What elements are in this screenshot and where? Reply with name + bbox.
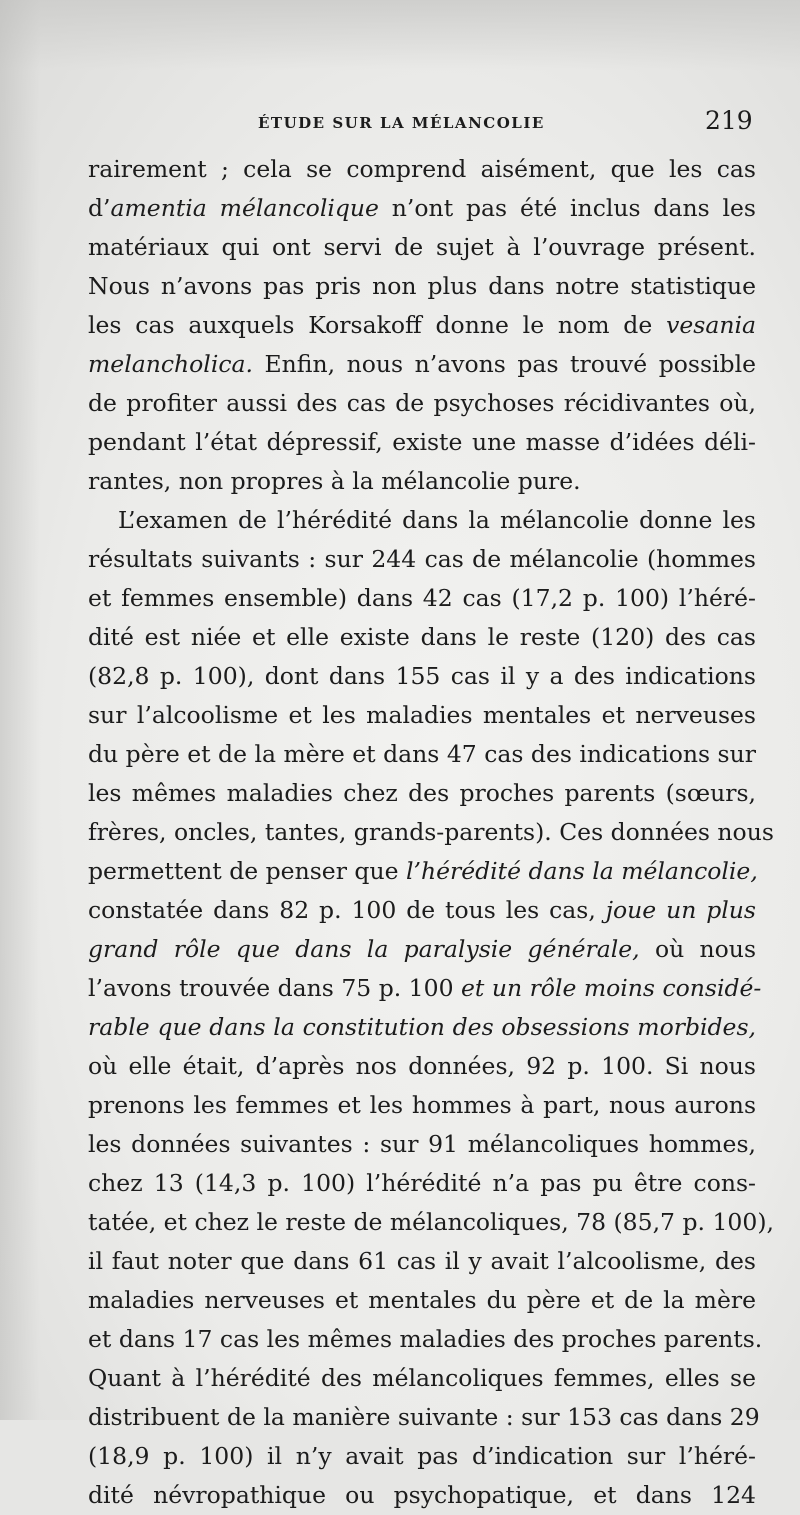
page-number: 219 xyxy=(705,106,753,135)
text-line: sur l’alcoolisme et les maladies mentales et nerveuses xyxy=(88,701,756,729)
text-line: et dans 17 cas les mêmes maladies des proches parents. xyxy=(88,1325,763,1353)
text-line: (18,9 p. 100) il n’y avait pas d’indication sur l’héré- xyxy=(88,1442,756,1470)
text-line xyxy=(88,891,756,930)
text-line: où elle était, d’après nos données, 92 p. 100. Si nous xyxy=(88,1052,756,1080)
text-run: où nous xyxy=(639,935,757,963)
text-run: les cas auxquels Korsakoff donne le nom de xyxy=(88,311,667,339)
text-line: dité névropathique ou psychopatique, et dans 124 xyxy=(88,1481,756,1509)
text-line: L’examen de l’hérédité dans la mélancolie donne les xyxy=(118,506,756,534)
text-line: Nous n’avons pas pris non plus dans notre statistique xyxy=(88,272,756,300)
italic-text: melancholica. xyxy=(88,350,253,378)
italic-text: grand rôle que dans la paralysie générale, xyxy=(88,935,640,963)
text-run: l’avons trouvée dans 75 p. 100 xyxy=(88,974,462,1002)
italic-text: vesania xyxy=(666,311,756,339)
text-run: Enfin, nous n’avons pas trouvé possible xyxy=(252,350,756,378)
text-line: chez 13 (14,3 p. 100) l’hérédité n’a pas pu être cons- xyxy=(88,1169,756,1197)
text-line xyxy=(88,306,756,345)
text-line: prenons les femmes et les hommes à part, nous aurons xyxy=(88,1091,756,1119)
running-head: ÉTUDE SUR LA MÉLANCOLIE xyxy=(258,114,545,132)
italic-text: l’hérédité dans la mélancolie, xyxy=(405,857,758,885)
text-line: résultats suivants : sur 244 cas de mélancolie (hommes xyxy=(88,545,756,573)
text-line: pendant l’état dépressif, existe une masse d’idées déli- xyxy=(88,428,756,456)
text-line: Quant à l’hérédité des mélancoliques femmes, elles se xyxy=(88,1364,756,1392)
text-line: et femmes ensemble) dans 42 cas (17,2 p. 100) l’héré- xyxy=(88,584,756,612)
text-line xyxy=(88,189,756,228)
text-line xyxy=(88,969,762,1008)
italic-text: rable que dans la constitution des obsessions morbides, xyxy=(88,1013,756,1041)
text-line: frères, oncles, tantes, grands-parents). Ces données nous xyxy=(88,818,774,846)
text-line: (82,8 p. 100), dont dans 155 cas il y a des indications xyxy=(88,662,756,690)
text-line xyxy=(88,852,756,891)
text-line: distribuent de la manière suivante : sur 153 cas dans 29 xyxy=(88,1403,760,1431)
text-line: les données suivantes : sur 91 mélancoliques hommes, xyxy=(88,1130,756,1158)
text-line: du père et de la mère et dans 47 cas des indications sur xyxy=(88,740,756,768)
page-header xyxy=(0,104,800,144)
text-run: constatée dans 82 p. 100 de tous les cas, xyxy=(88,896,606,924)
text-line: rairement ; cela se comprend aisément, que les cas xyxy=(88,155,756,183)
text-line: il faut noter que dans 61 cas il y avait l’alcoolisme, des xyxy=(88,1247,756,1275)
text-line: dité est niée et elle existe dans le reste (120) des cas xyxy=(88,623,756,651)
text-line: les mêmes maladies chez des proches parents (sœurs, xyxy=(88,779,756,807)
text-line: maladies nerveuses et mentales du père et de la mère xyxy=(88,1286,756,1314)
body-text xyxy=(88,150,774,1515)
text-run: d’ xyxy=(88,194,111,222)
text-line: de profiter aussi des cas de psychoses récidivantes où, xyxy=(88,389,756,417)
text-run: n’ont pas été inclus dans les xyxy=(378,194,756,222)
page-shadow-top xyxy=(0,0,800,70)
text-run: permettent de penser que xyxy=(88,857,406,885)
italic-text: et un rôle moins considé- xyxy=(461,974,762,1002)
text-line xyxy=(88,930,756,969)
text-line xyxy=(88,345,756,384)
page-shadow-left xyxy=(0,0,40,1420)
italic-text: joue un plus xyxy=(605,896,756,924)
text-line: rantes, non propres à la mélancolie pure. xyxy=(88,467,581,495)
text-line xyxy=(88,1008,756,1047)
text-line: tatée, et chez le reste de mélancoliques, 78 (85,7 p. 100), xyxy=(88,1208,774,1236)
text-line: matériaux qui ont servi de sujet à l’ouvrage présent. xyxy=(88,233,756,261)
italic-text: amentia mélancolique xyxy=(110,194,379,222)
